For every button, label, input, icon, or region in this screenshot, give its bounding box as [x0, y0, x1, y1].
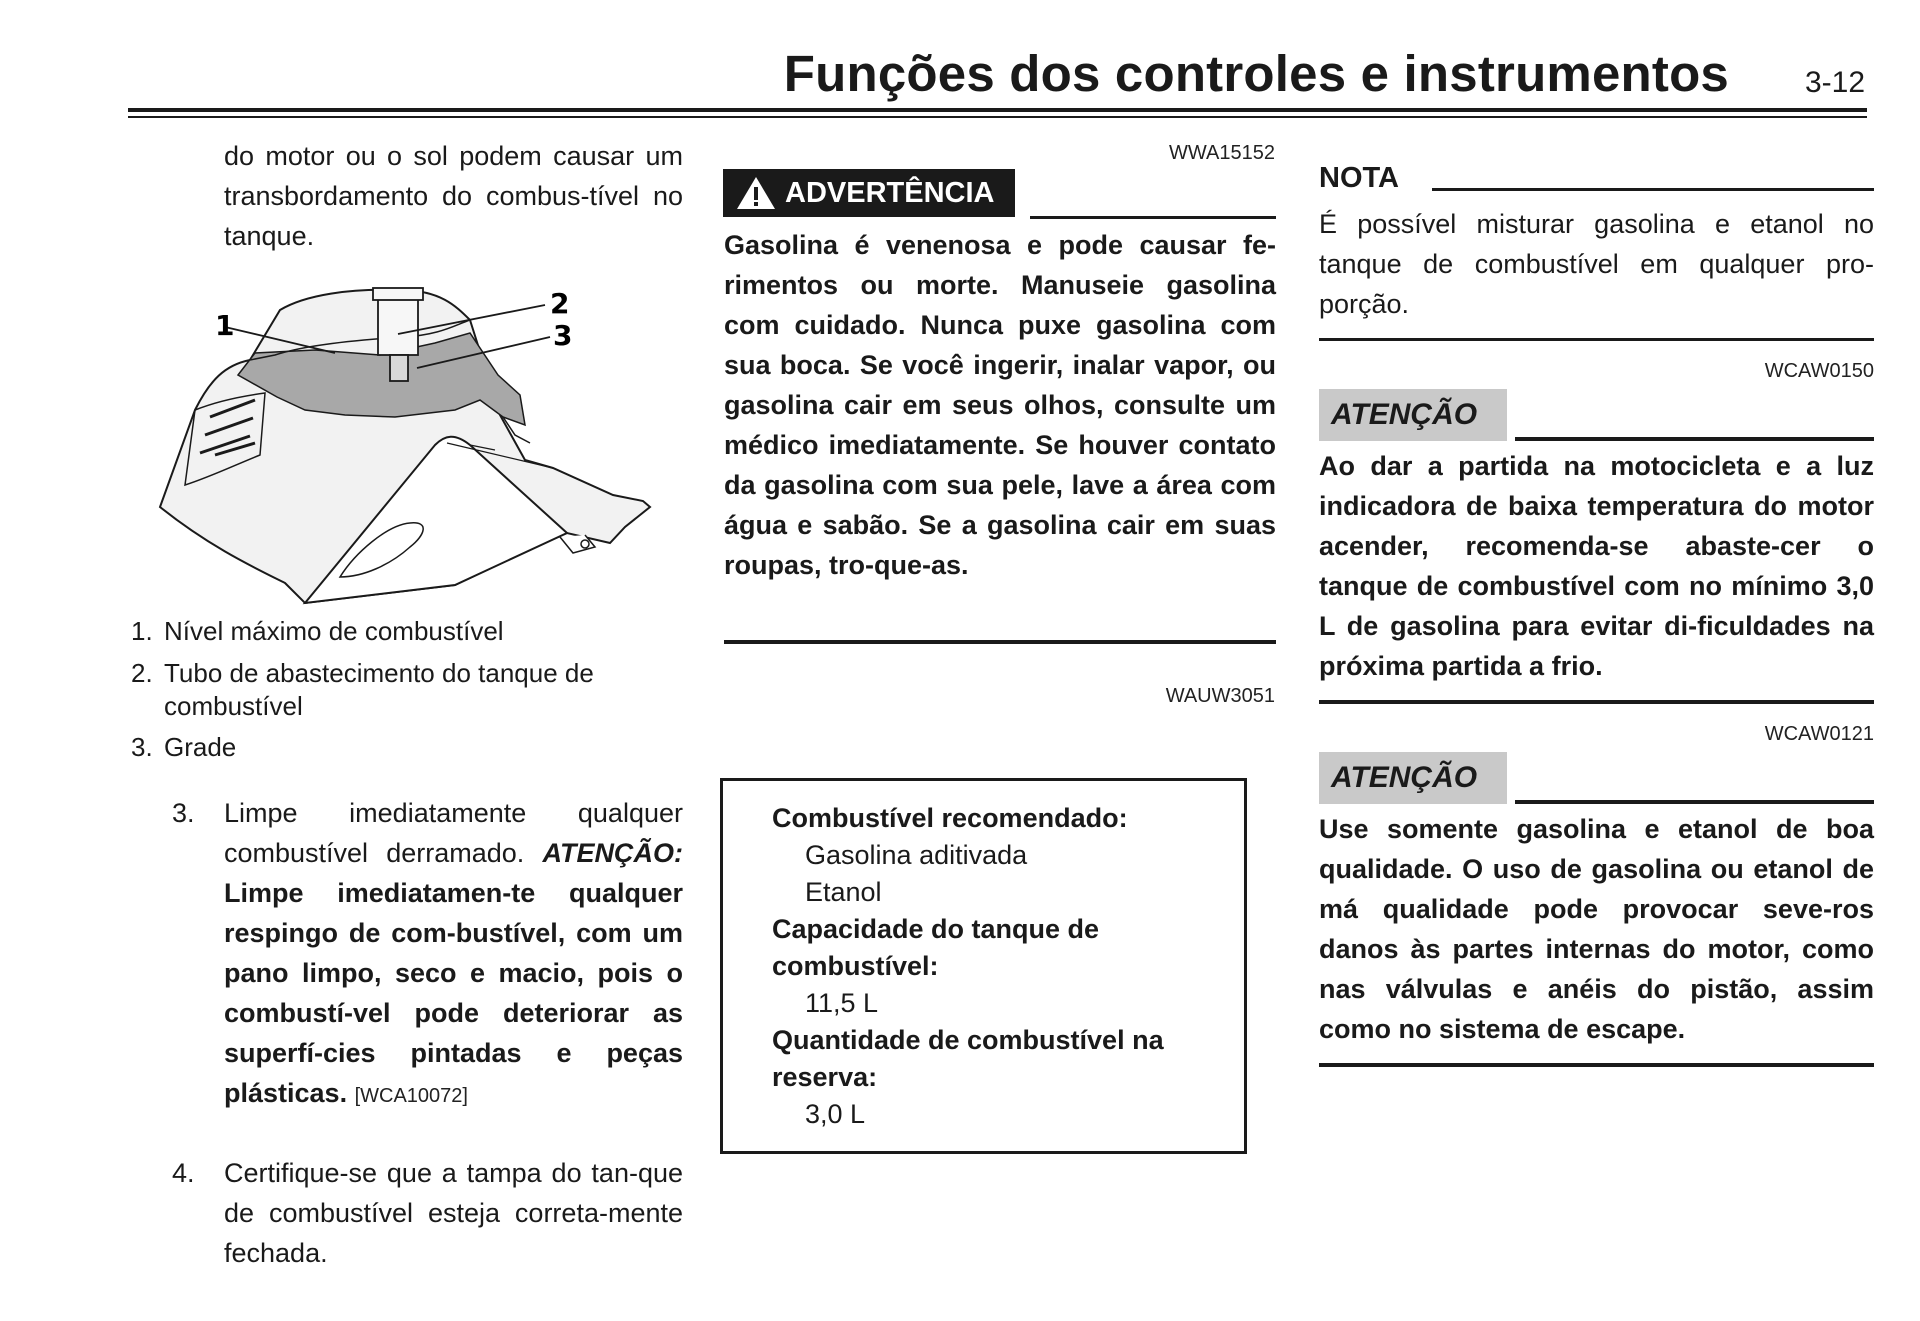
step-3-notice-label: ATENÇÃO: [542, 838, 683, 868]
reserve-value: 3,0 L [805, 1099, 866, 1129]
fuel-label: Combustível recomendado: [772, 803, 1128, 833]
page-number: 3-12 [1804, 66, 1865, 99]
attention-2-end-rule [1319, 1063, 1874, 1067]
warning-code: WWA15152 [1169, 142, 1275, 164]
capacity-label: Capacidade do tanque de combustível: [772, 914, 1100, 981]
step-3-code: [WCA10072] [354, 1085, 468, 1107]
step-3-number: 3. [172, 798, 195, 828]
attention-2-label-rule [1515, 800, 1874, 804]
fuel-value-1: Gasolina aditivada [805, 840, 1028, 870]
caption-item-2: 2. Tubo de abastecimento do tanque de combustível [131, 658, 594, 721]
callout-3: 3 [553, 319, 573, 352]
attention-1-text: Ao dar a partida na motocicleta e a luz indicadora de baixa temperatura do motor acender, recomenda-se abaste-cer o tanque de combustível com no mínimo 3,0 L de gasolina para evitar di-ficuldades na próxima partida a frio. [1319, 451, 1874, 681]
callout-1: 1 [215, 309, 235, 342]
callout-2: 2 [550, 287, 570, 320]
warning-triangle-icon [735, 175, 777, 211]
section-code: WAUW3051 [1165, 685, 1275, 707]
step-3-text: Limpe imediatamente qualquer combustível derramado. [224, 798, 683, 868]
attention-2-text: Use somente gasolina e etanol de boa qualidade. O uso de gasolina ou etanol de má qualidade pode provocar seve-ros danos às partes internas do motor, como nas válvulas e anéis do pistão, assim como no sistema de escape. [1319, 814, 1874, 1044]
attention-1-code: WCAW0150 [1764, 360, 1874, 382]
warning-label: ADVERTÊNCIA [723, 169, 1015, 217]
capacity-value: 11,5 L [805, 988, 879, 1018]
warning-end-rule [724, 640, 1276, 644]
step-4-number: 4. [172, 1158, 195, 1188]
note-label: NOTA [1319, 162, 1400, 194]
attention-2-label: ATENÇÃO [1319, 752, 1507, 804]
attention-1-label-rule [1515, 437, 1874, 441]
attention-1-label: ATENÇÃO [1319, 389, 1507, 441]
fuel-value-2: Etanol [805, 877, 882, 907]
attention-1-end-rule [1319, 700, 1874, 704]
warning-text: Gasolina é venenosa e pode causar fe-rimentos ou morte. Manuseie gasolina com cuidado. Nunca puxe gasolina com sua boca. Se você ingerir, inalar vapor, ou gasolina cair em seus olhos, consulte um médico imediatamente. Se houver contato da gasolina com sua pele, lave a área com água e sabão. Se a gasolina cair em suas roupas, tro-que-as. [724, 230, 1276, 580]
step-3-notice-text: Limpe imediatamen-te qualquer respingo de com-bustível, com um pano limpo, seco e macio, pois o combustí-vel pode deteriorar as superfí-cies pintadas e peças plásticas. [224, 878, 683, 1108]
reserve-label: Quantidade de combustível na reserva: [772, 1025, 1164, 1092]
note-text: É possível misturar gasolina e etanol no tanque de combustível em qualquer pro-porção. [1319, 209, 1874, 319]
page-title: Funções dos controles e instrumentos [783, 45, 1729, 102]
note-end-rule [1319, 338, 1874, 341]
header-rule [128, 108, 1867, 112]
fuel-specs [772, 800, 1232, 1133]
attention-2-code: WCAW0121 [1764, 723, 1874, 745]
caption-item-3: 3. Grade [131, 732, 237, 762]
step-4-text: Certifique-se que a tampa do tan-que de combustível esteja correta-mente fechada. [224, 1158, 683, 1268]
fuel-tank-figure [155, 285, 655, 610]
step-3 [224, 793, 683, 1116]
warning-label-rule [1030, 216, 1276, 219]
caption-item-1: 1. Nível máximo de combustível [131, 616, 504, 646]
intro-text: do motor ou o sol podem causar um transbordamento do combus-tível no tanque. [224, 141, 683, 251]
figure-caption [131, 615, 691, 765]
header-rule-thin [128, 116, 1867, 118]
note-label-rule [1432, 188, 1874, 191]
